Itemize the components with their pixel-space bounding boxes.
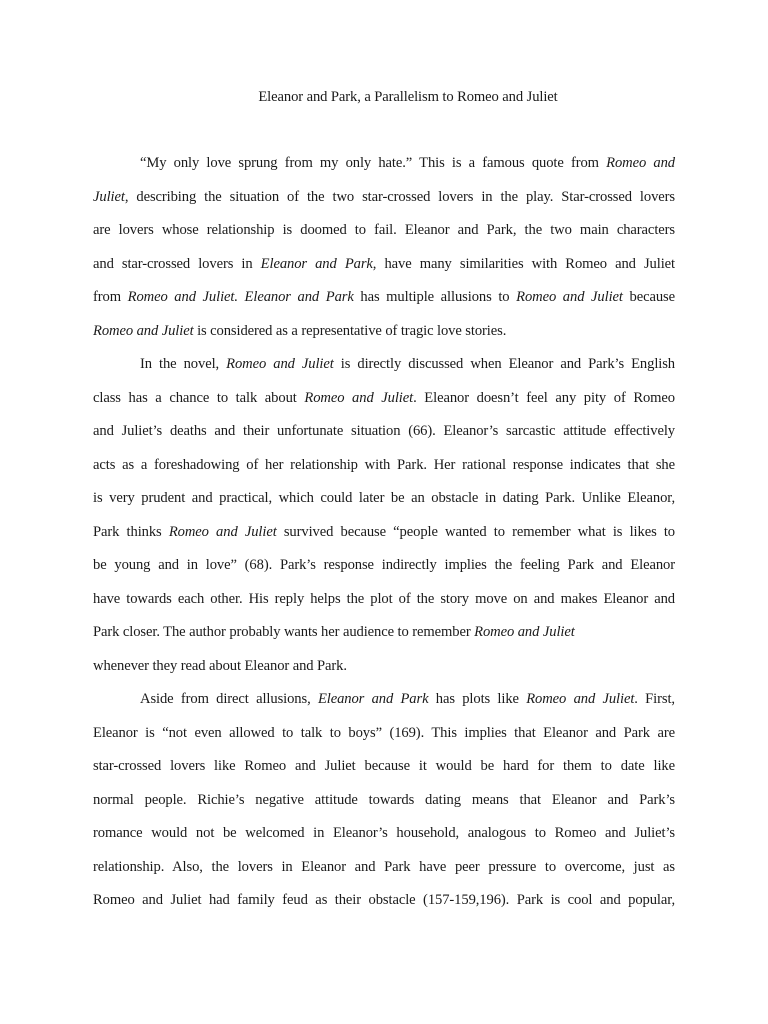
- italic-title-text: Romeo and Juliet: [526, 691, 635, 707]
- text-run: Romeo and Juliet had family feud as their obstacle (157-159,196). Park is cool and popular,: [93, 892, 675, 908]
- body-line: [93, 388, 675, 408]
- text-run: and Juliet’s deaths and their unfortunate situation (66). Eleanor’s sarcastic attitude effectively: [93, 423, 675, 439]
- italic-title-text: Romeo and Juliet: [516, 289, 623, 305]
- body-line-text: [93, 187, 675, 207]
- text-run: from: [93, 289, 128, 305]
- text-run: normal people. Richie’s negative attitude towards dating means that Eleanor and Park’s: [93, 791, 675, 808]
- body-line-text: [93, 455, 675, 475]
- body-line: [93, 656, 347, 676]
- body-line-text: [93, 388, 675, 408]
- text-run: survived because “people wanted to remember what is likes to: [276, 523, 675, 540]
- body-line-text: [140, 354, 675, 374]
- body-line: [93, 555, 675, 575]
- text-run: romance would not be welcomed in Eleanor’s household, analogous to Romeo and Juliet’s: [93, 825, 675, 841]
- text-run: and star-crossed lovers in: [93, 255, 261, 272]
- body-line: [93, 857, 675, 877]
- body-line: [93, 790, 675, 810]
- text-run: is directly discussed when Eleanor and Park’s English: [333, 356, 676, 372]
- body-line-text: [93, 790, 675, 810]
- body-line-text: [93, 522, 675, 542]
- text-run: acts as a foreshadowing of her relationship with Park. Her rational response indicates that she: [93, 456, 675, 473]
- body-line: [93, 421, 675, 441]
- text-run: Eleanor is “not even allowed to talk to boys” (169). This implies that Eleanor and Park are: [93, 724, 675, 741]
- body-line: [93, 522, 675, 542]
- text-run: class has a chance to talk about: [93, 389, 305, 406]
- text-run: “My only love sprung from my only hate.” This is a famous quote from: [140, 155, 607, 171]
- body-line-text: [93, 857, 675, 877]
- text-run: because: [622, 289, 675, 305]
- text-run: star-crossed lovers like Romeo and Juliet because it would be hard for them to date like: [93, 758, 675, 774]
- text-run: relationship. Also, the lovers in Eleanor and Park have peer pressure to overcome, just as: [93, 858, 675, 875]
- body-line: [93, 622, 575, 642]
- document-title: Eleanor and Park, a Parallelism to Romeo and Juliet: [258, 89, 558, 105]
- text-run: whenever they read about Eleanor and Park.: [93, 657, 347, 674]
- text-run: has multiple allusions to: [353, 289, 517, 305]
- body-line-text: [93, 589, 675, 609]
- body-line: [140, 153, 675, 173]
- body-line: [93, 220, 675, 240]
- text-run: be young and in love” (68). Park’s response indirectly implies the feeling Park and Eleanor: [93, 557, 675, 573]
- body-line: [93, 723, 675, 743]
- body-line-text: [93, 756, 675, 776]
- italic-title-text: Romeo and Juliet: [168, 523, 277, 540]
- italic-title-text: Romeo and Juliet: [304, 389, 414, 406]
- body-line: [93, 254, 675, 274]
- text-run: is very prudent and practical, which could later be an obstacle in dating Park. Unlike Eleanor,: [93, 490, 675, 506]
- italic-title-text: Romeo and: [606, 155, 675, 171]
- italic-title-text: Romeo and Juliet: [474, 624, 575, 640]
- body-line: [93, 187, 675, 207]
- text-run: Park thinks: [93, 523, 169, 540]
- text-run: Aside from direct allusions,: [140, 691, 318, 707]
- body-line: [93, 455, 675, 475]
- text-run: . Eleanor doesn’t feel any pity of Romeo: [413, 389, 675, 406]
- italic-title-text: Romeo and Juliet. Eleanor and Park: [127, 289, 354, 305]
- italic-title-text: Juliet: [93, 188, 125, 205]
- body-line: [140, 354, 675, 374]
- text-run: In the novel,: [140, 356, 227, 372]
- body-line-text: [93, 421, 675, 441]
- body-line: [93, 756, 675, 776]
- body-line: [93, 589, 675, 609]
- italic-title-text: Eleanor and Park: [317, 691, 429, 707]
- italic-title-text: Romeo and Juliet: [226, 356, 334, 372]
- text-run: , have many similarities with Romeo and Juliet: [372, 255, 675, 272]
- body-line: [93, 823, 675, 843]
- body-line: [93, 321, 506, 341]
- body-line-text: [93, 321, 506, 341]
- body-line: [93, 488, 675, 508]
- text-run: are lovers whose relationship is doomed to fail. Eleanor and Park, the two main characters: [93, 222, 675, 238]
- body-line-text: [93, 823, 675, 843]
- body-line: [93, 890, 675, 910]
- text-run: , describing the situation of the two star-crossed lovers in the play. Star-crossed lovers: [124, 188, 675, 205]
- body-line-text: [93, 723, 675, 743]
- text-run: Park closer. The author probably wants her audience to remember: [93, 624, 475, 640]
- body-line-text: [93, 890, 675, 910]
- body-line-text: [93, 656, 347, 676]
- text-run: . First,: [634, 691, 675, 707]
- body-line-text: [93, 287, 675, 307]
- body-line: [140, 689, 675, 709]
- text-run: has plots like: [428, 691, 527, 707]
- text-run: have towards each other. His reply helps the plot of the story move on and makes Eleanor and: [93, 590, 675, 607]
- body-line-text: [93, 555, 675, 575]
- body-line-text: [93, 488, 675, 508]
- body-line-text: [140, 153, 675, 173]
- italic-title-text: Romeo and Juliet: [93, 322, 194, 339]
- body-line-text: [140, 689, 675, 709]
- body-line-text: [93, 254, 675, 274]
- text-run: is considered as a representative of tragic love stories.: [193, 322, 507, 339]
- italic-title-text: Eleanor and Park: [260, 255, 373, 272]
- body-line-text: [93, 220, 675, 240]
- body-line-text: [93, 622, 575, 642]
- body-line: [93, 287, 675, 307]
